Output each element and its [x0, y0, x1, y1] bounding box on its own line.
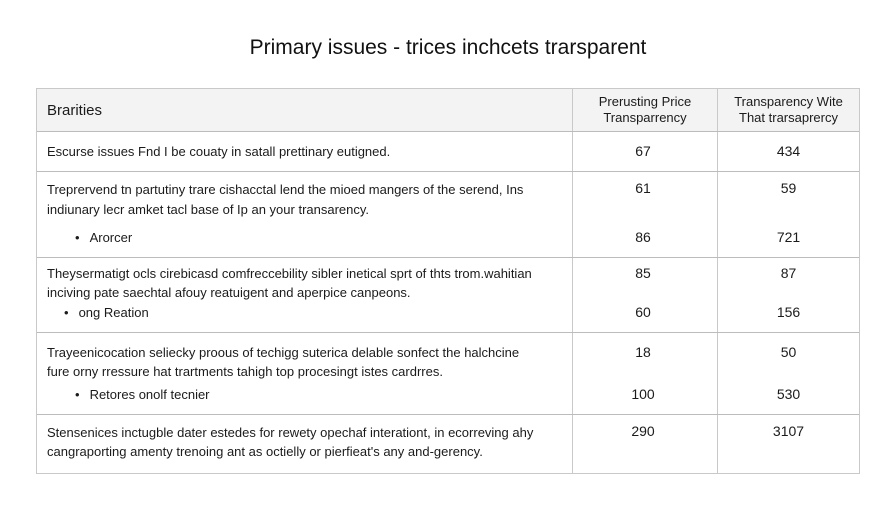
row-bullet-item: • Arorcer: [75, 228, 132, 247]
row-text-line: cangraporting amenty trenoing ant as octielly or pierfieat's any and-gerency.: [47, 444, 483, 459]
row-bullet-item: • ong Reation: [64, 303, 149, 322]
row-text-cell: [37, 172, 572, 257]
header-col3: [717, 89, 859, 131]
table-header: [37, 89, 859, 132]
row-value: 67: [635, 143, 651, 159]
row-value-cell: [717, 258, 859, 332]
page-title: Primary issues - trices inchcets trarsparent: [249, 36, 647, 59]
row-text-cell: [37, 258, 572, 332]
table-row: [37, 132, 859, 172]
table-row: [37, 415, 859, 473]
row-text-line: Stensenices inctugble dater estedes for rewety opechaf interationt, in ecorreving ahy: [47, 425, 534, 440]
row-text-cell: [37, 415, 572, 473]
row-value-cell: [572, 172, 717, 257]
header-col2-line1: Prerusting Price: [598, 94, 692, 109]
row-text-cell: [37, 333, 572, 414]
row-text-line: Theysermatigt ocls cirebicasd comfreccebility sibler inetical sprt of thts trom.wahitian: [47, 266, 532, 281]
header-col3-line2: That trarsaprercy: [739, 110, 838, 125]
row-value: 61: [635, 180, 651, 196]
row-text-cell: [37, 132, 572, 171]
row-bullet-value: 86: [635, 229, 651, 245]
row-bullet-item: • Retores onolf tecnier: [75, 385, 210, 404]
row-value-cell: [572, 258, 717, 332]
row-value: 434: [776, 143, 801, 159]
header-col1: Brarities: [47, 101, 103, 119]
row-value-cell: [572, 333, 717, 414]
row-bullet-value: 721: [776, 229, 801, 245]
row-text-line: inciving pate saechtal afouy reatuigent and aperpice canpeons.: [47, 285, 411, 300]
row-value: 50: [780, 344, 797, 360]
row-text-line: indiunary lecr amket tacl base of Ip an your transarency.: [47, 202, 370, 217]
row-text-line: Treprervend tn partutiny trare cishacctal lend the mioed mangers of the serend, Ins: [47, 182, 524, 197]
row-value: 290: [631, 423, 655, 439]
row-value-cell: [717, 132, 859, 171]
row-value: 18: [635, 344, 651, 360]
row-text-line: Escurse issues Fnd I be couaty in satall prettinary eutigned.: [47, 144, 391, 159]
row-value: 59: [780, 180, 797, 196]
row-value: 87: [780, 265, 797, 281]
data-table: [36, 88, 860, 474]
row-bullet-value: 156: [776, 304, 801, 320]
row-value-cell: [717, 172, 859, 257]
row-value-cell: [572, 132, 717, 171]
row-bullet-value: 530: [776, 386, 801, 402]
row-text-line: fure orny rressure hat trartments tahigh top procesingt istes cardrres.: [47, 364, 443, 379]
row-text-line: Trayeenicocation seliecky proous of techigg suterica delable sonfect the halchcine: [47, 345, 520, 360]
table-row: [37, 333, 859, 415]
header-col2: [572, 89, 717, 131]
header-col2-line2: Transparrency: [603, 110, 687, 125]
row-value: 85: [635, 265, 651, 281]
row-value-cell: [717, 415, 859, 473]
row-value-cell: [717, 333, 859, 414]
table-row: [37, 172, 859, 258]
table-row: [37, 258, 859, 333]
row-bullet-value: 100: [631, 386, 655, 402]
row-bullet-value: 60: [635, 304, 651, 320]
row-value-cell: [572, 415, 717, 473]
row-value: 3107: [772, 423, 805, 439]
header-col3-line1: Transparency Wite: [734, 94, 843, 109]
